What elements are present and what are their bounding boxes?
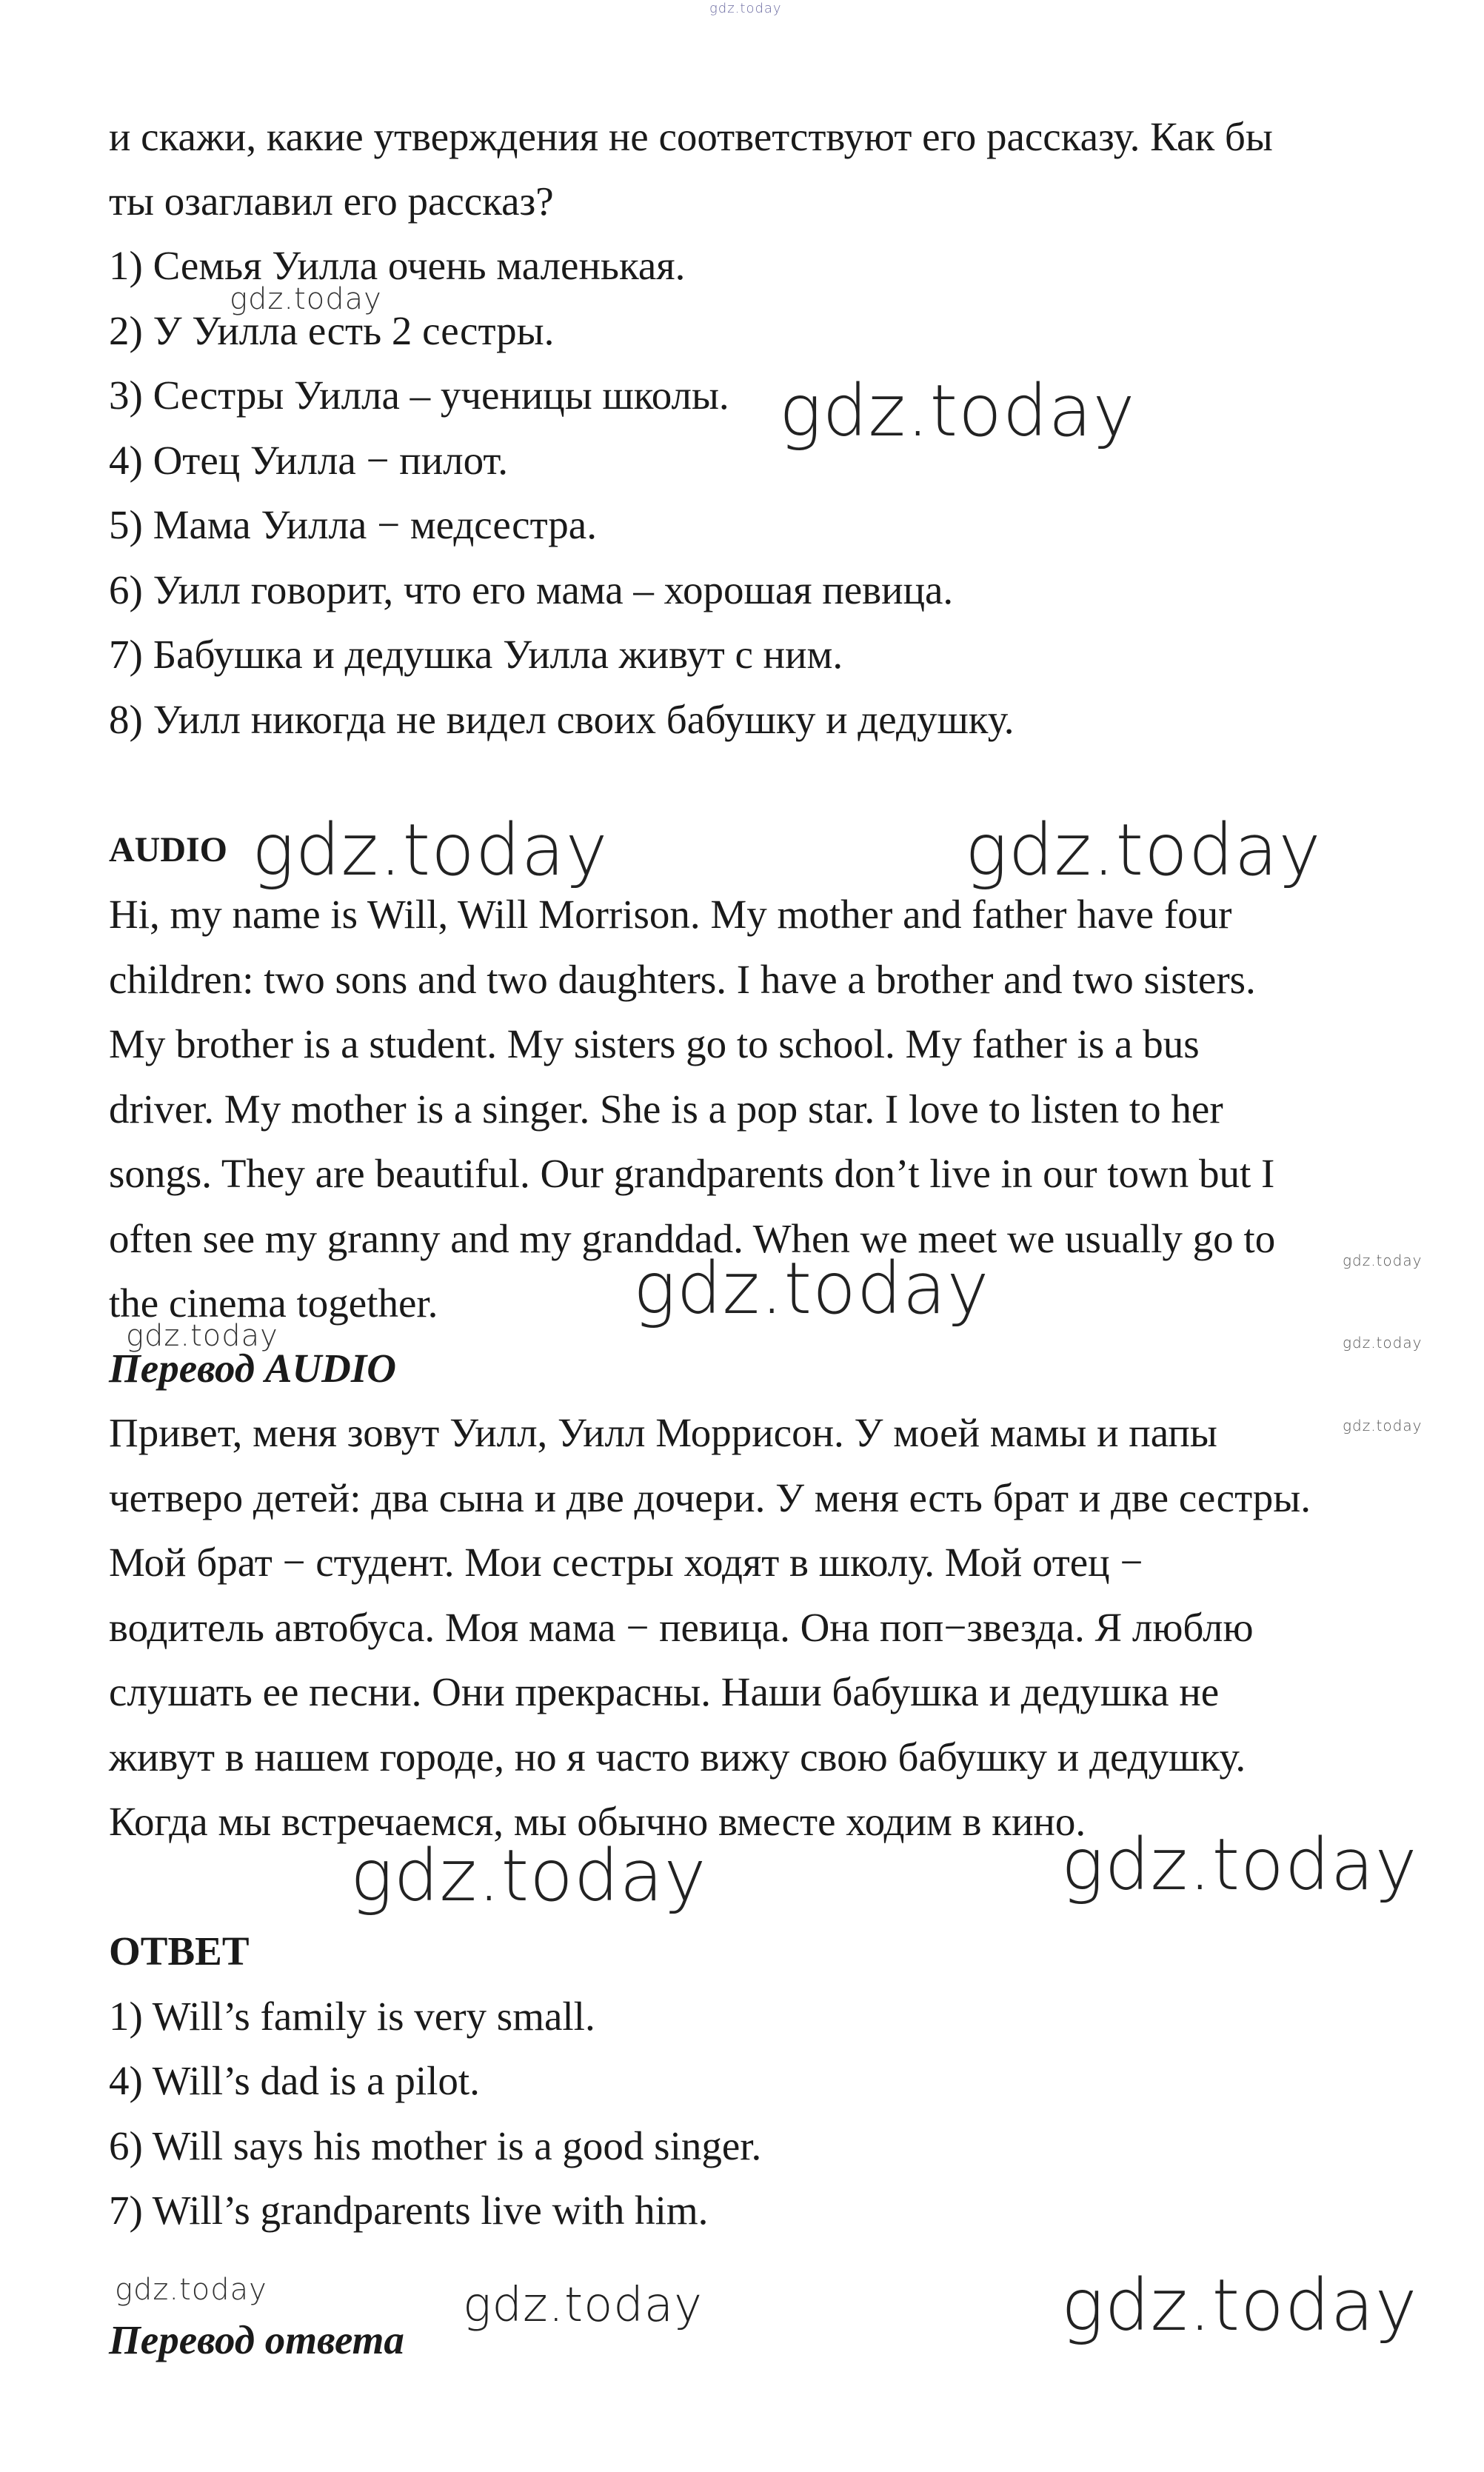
watermark-top: gdz.today [709,1,782,16]
watermark: gdz.today [1343,1417,1423,1434]
task-statement-1: 1) Семья Уилла очень маленькая. [109,243,686,288]
watermark: gdz.today [252,809,609,892]
audio-line-5: songs. They are beautiful. Our grandparents don’t live in our town but I [109,1151,1275,1196]
task-statement-8: 8) Уилл никогда не видел своих бабушку и дедушку. [109,697,1015,742]
answer-translation-heading: Перевод ответа [109,2317,404,2362]
answer-line-6: 6) Will says his mother is a good singer. [109,2123,762,2168]
audio-heading: AUDIO [109,830,228,869]
task-line-question: ты озаглавил его рассказ? [109,178,554,224]
answer-line-4: 4) Will’s dad is a pilot. [109,2058,480,2103]
watermark: gdz.today [1061,2264,1418,2347]
answer-heading: ОТВЕТ [109,1928,250,1974]
translation-line-7: Когда мы встречаемся, мы обычно вместе ходим в кино. [109,1799,1086,1844]
task-statement-6: 6) Уилл говорит, что его мама – хорошая певица. [109,567,954,612]
translation-line-1: Привет, меня зовут Уилл, Уилл Моррисон. У моей мамы и папы [109,1410,1217,1455]
task-statement-4: 4) Отец Уилла − пилот. [109,438,509,483]
translation-line-3: Мой брат − студент. Мои сестры ходят в школу. Мой отец − [109,1540,1143,1585]
watermark: gdz.today [633,1247,990,1330]
watermark: gdz.today [965,809,1322,892]
answer-line-7: 7) Will’s grandparents live with him. [109,2188,709,2233]
task-statement-5: 5) Мама Уилла − медсестра. [109,502,597,547]
watermark: gdz.today [1343,1252,1423,1269]
watermark: gdz.today [779,370,1136,452]
answer-line-1: 1) Will’s family is very small. [109,1994,595,2039]
watermark: gdz.today [230,282,382,316]
watermark: gdz.today [1343,1334,1423,1352]
translation-line-2: четверо детей: два сына и две дочери. У меня есть брат и две сестры. [109,1475,1311,1520]
translation-heading: Перевод AUDIO [109,1346,397,1391]
audio-line-7: the cinema together. [109,1280,438,1326]
audio-line-4: driver. My mother is a singer. She is a pop star. I love to listen to her [109,1086,1223,1132]
translation-line-6: живут в нашем городе, но я часто вижу свою бабушку и дедушку. [109,1734,1246,1780]
watermark: gdz.today [1061,1823,1418,1906]
task-line-intro: и скажи, какие утверждения не соответствуют его рассказу. Как бы [109,114,1273,159]
watermark: gdz.today [350,1834,707,1917]
watermark: gdz.today [115,2273,267,2307]
translation-line-4: водитель автобуса. Моя мама − певица. Она поп−звезда. Я люблю [109,1605,1254,1650]
watermark: gdz.today [463,2278,703,2333]
audio-line-2: children: two sons and two daughters. I have a brother and two sisters. [109,957,1256,1002]
audio-line-6: often see my granny and my granddad. When we meet we usually go to [109,1216,1276,1261]
task-statement-3: 3) Сестры Уилла – ученицы школы. [109,373,729,418]
translation-line-5: слушать ее песни. Они прекрасны. Наши бабушка и дедушка не [109,1669,1220,1714]
task-statement-2: 2) У Уилла есть 2 сестры. [109,308,555,353]
task-statement-7: 7) Бабушка и дедушка Уилла живут с ним. [109,632,843,677]
watermark: gdz.today [126,1319,278,1353]
audio-line-1: Hi, my name is Will, Will Morrison. My mother and father have four [109,892,1232,937]
audio-line-3: My brother is a student. My sisters go to school. My father is a bus [109,1021,1200,1066]
